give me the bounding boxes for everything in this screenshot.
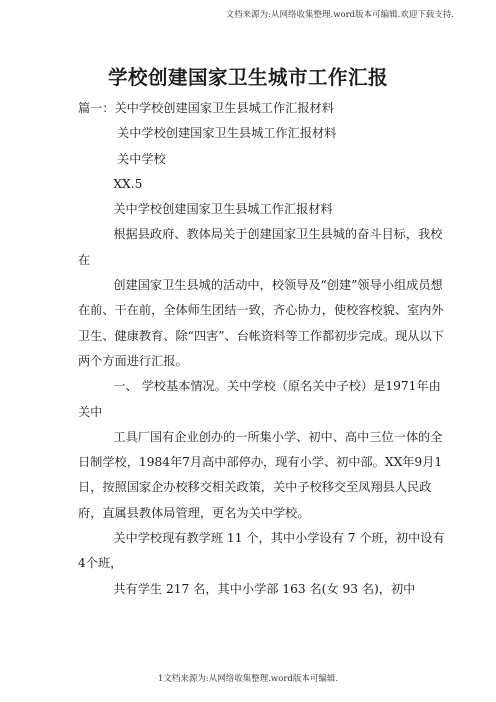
paragraph-11: 共有学生 217 名，其中小学部 163 名(女 93 名)，初中	[113, 581, 416, 596]
paragraph-2: 关中学校创建国家卫生县城工作汇报材料	[117, 126, 337, 141]
paragraph-5: 关中学校创建国家卫生县城工作汇报材料	[113, 202, 333, 217]
footer-note: 1文档来源为:从网络收集整理.word版本可编辑.	[157, 674, 339, 684]
paragraph-9: 工具厂国有企业创办的一所集小学、初中、高中三位一体的全日制学校，1984年7月高中部停办，现有小学、初中部。XX年9月1日，按照国家企办校移交相关政策，关中子校移交至凤翔县人民政府，直属县教体局管理，更名为关中学校。	[78, 429, 443, 520]
header-note: 文档来源为:从网络收集整理.word版本可编辑.欢迎下载支持.	[225, 10, 454, 20]
paragraph-8: 一、 学校基本情况。关中学校（原名关中子校）是1971年由关中	[78, 379, 441, 419]
paragraph-4: XX.5	[113, 176, 143, 191]
paragraph-6: 根据县政府、教体局关于创建国家卫生县城的奋斗目标，我校在	[78, 227, 443, 267]
paragraph-1: 篇一：关中学校创建国家卫生县城工作汇报材料	[78, 101, 334, 115]
paragraph-10: 关中学校现有教学班 11 个，其中小学设有 7 个班，初中设有4个班，	[78, 531, 445, 571]
document-body	[78, 96, 446, 602]
paragraph-3: 关中学校	[117, 151, 166, 166]
document-title: 学校创建国家卫生城市工作汇报	[107, 66, 388, 89]
paragraph-7: 创建国家卫生县城的活动中，校领导及“创建”领导小组成员想在前、干在前，全体师生团结一致，齐心协力，使校容校貌、室内外卫生、健康教育、除“四害”、台帐资料等工作都初步完成。现从以下两个方面进行汇报。	[78, 278, 444, 368]
